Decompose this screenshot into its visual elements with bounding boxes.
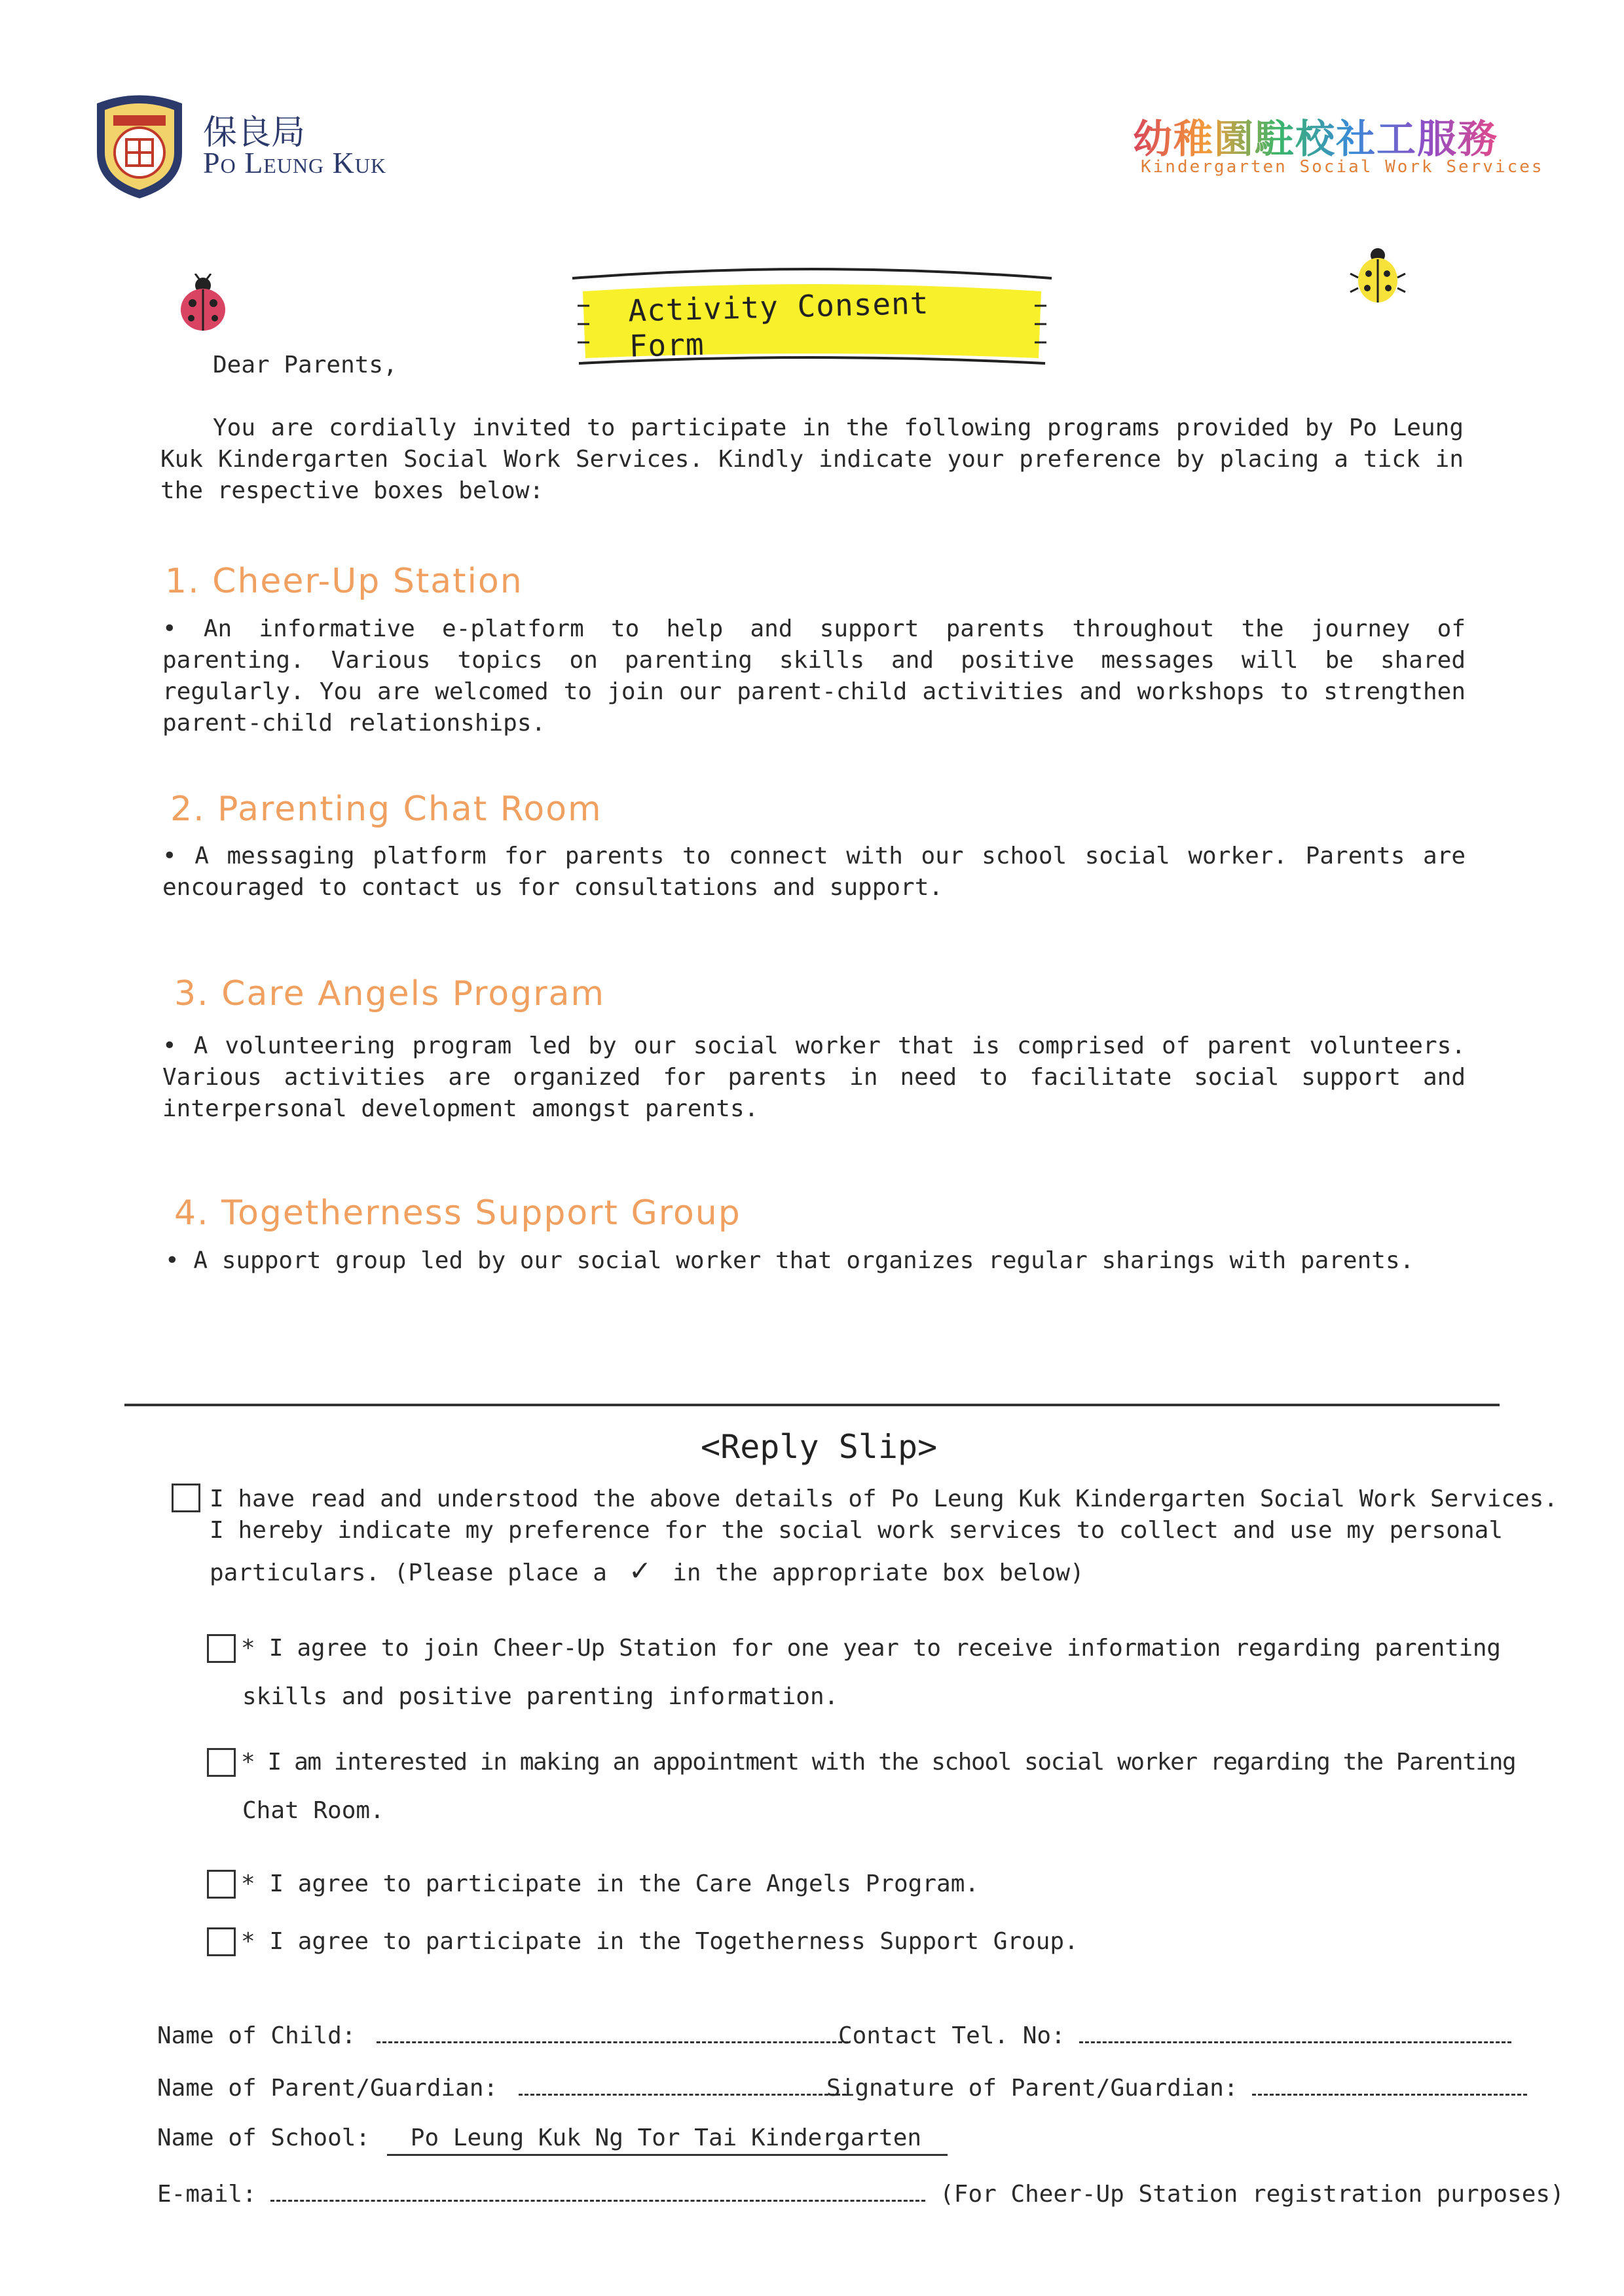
org-name-en: Po Leung Kuk — [203, 146, 387, 179]
email-field[interactable] — [270, 2176, 925, 2202]
contact-label: Contact Tel. No: — [838, 2022, 1065, 2049]
program-title: Parenting Chat Room — [217, 790, 602, 829]
option-line: * I am interested in making an appointment with the school social worker regarding the Parenting — [241, 1749, 1516, 1776]
program-description: • A messaging platform for parents to connect with our school social worker. Parents are encouraged to contact us for consultations and support. — [162, 843, 1466, 901]
option-line: * I agree to participate in the Care Angels Program. — [241, 1870, 980, 1897]
crest-icon — [90, 90, 189, 202]
child-name-label: Name of Child: — [157, 2022, 356, 2049]
program-heading — [165, 562, 523, 601]
program-title: Cheer-Up Station — [212, 562, 523, 601]
service-name-cn: 幼稚園駐校社工服務 — [1133, 108, 1498, 164]
program-description: • A support group led by our social worker that organizes regular sharings with parents. — [165, 1247, 1414, 1274]
program-number: 1. — [165, 562, 200, 601]
tick-icon: ✓ — [630, 1552, 650, 1588]
program-heading — [174, 974, 605, 1013]
option-line: skills and positive parenting information. — [242, 1683, 839, 1710]
signature-field[interactable] — [1252, 2070, 1527, 2096]
intro-paragraph: You are cordially invited to participate in the following programs provided by Po Leung Kuk Kindergarten Social Work Services. Kindly indicate your preference by placing a tick in the respective boxes below: — [160, 414, 1464, 504]
school-value[interactable]: Po Leung Kuk Ng Tor Tai Kindergarten — [387, 2123, 948, 2156]
program-title: Togetherness Support Group — [221, 1194, 741, 1233]
program-description: • An informative e-platform to help and support parents throughout the journey of parenting. Various topics on parenting skills and positive messages will be shared regularly. You are welcomed to join our parent-child activities and workshops to strengthen parent-child relationships. — [162, 615, 1466, 737]
child-name-row — [157, 2018, 848, 2052]
org-logo — [90, 90, 189, 202]
school-row — [157, 2123, 948, 2156]
ladybug-yellow-icon — [1348, 245, 1408, 308]
email-row — [157, 2176, 1564, 2210]
consent-line: I hereby indicate my preference for the social work services to collect and use my personal — [210, 1517, 1503, 1544]
program-number: 2. — [170, 790, 206, 829]
care-angels-checkbox[interactable] — [207, 1870, 236, 1899]
consent-line — [210, 1554, 1084, 1589]
program-heading — [170, 790, 602, 829]
reply-slip-title: <Reply Slip> — [701, 1428, 938, 1466]
contact-row — [838, 2018, 1511, 2052]
togetherness-checkbox[interactable] — [207, 1927, 236, 1956]
greeting: Dear Parents, — [213, 352, 397, 378]
option-line: Chat Room. — [242, 1797, 384, 1824]
parent-name-row — [157, 2070, 846, 2104]
program-description: • A volunteering program led by our social worker that is comprised of parent volunteers. Various activities are organized for parents in need to facilitate social support and interpersonal development amongst parents. — [162, 1032, 1466, 1122]
consent-checkbox[interactable] — [172, 1484, 200, 1512]
form-title: Activity Consent Form — [627, 285, 930, 364]
signature-label: Signature of Parent/Guardian: — [826, 2075, 1238, 2102]
parent-name-label: Name of Parent/Guardian: — [157, 2075, 498, 2102]
org-name-cn: 保良局 — [203, 113, 306, 153]
parent-name-field[interactable] — [519, 2070, 846, 2096]
program-title: Care Angels Program — [221, 974, 606, 1013]
email-note: (For Cheer-Up Station registration purposes) — [940, 2181, 1564, 2208]
service-name-en: Kindergarten Social Work Services — [1141, 157, 1544, 177]
consent-instruction: particulars. (Please place a — [210, 1559, 607, 1586]
program-number: 4. — [174, 1194, 210, 1233]
ladybug-red-icon — [172, 274, 234, 337]
program-number: 3. — [174, 974, 210, 1013]
divider — [124, 1404, 1500, 1406]
program-heading — [174, 1194, 741, 1233]
email-label: E-mail: — [157, 2181, 257, 2208]
option-line: * I agree to participate in the Togetherness Support Group. — [241, 1928, 1079, 1955]
consent-instruction-end: in the appropriate box below) — [673, 1559, 1084, 1586]
option-line: * I agree to join Cheer-Up Station for one year to receive information regarding parenting — [241, 1635, 1501, 1662]
school-label: Name of School: — [157, 2124, 371, 2151]
chat-room-checkbox[interactable] — [207, 1748, 236, 1777]
cheer-up-checkbox[interactable] — [207, 1634, 236, 1663]
signature-row — [826, 2070, 1527, 2104]
child-name-field[interactable] — [377, 2018, 848, 2043]
contact-field[interactable] — [1079, 2018, 1511, 2043]
consent-line: I have read and understood the above details of Po Leung Kuk Kindergarten Social Work Services. — [210, 1485, 1559, 1512]
